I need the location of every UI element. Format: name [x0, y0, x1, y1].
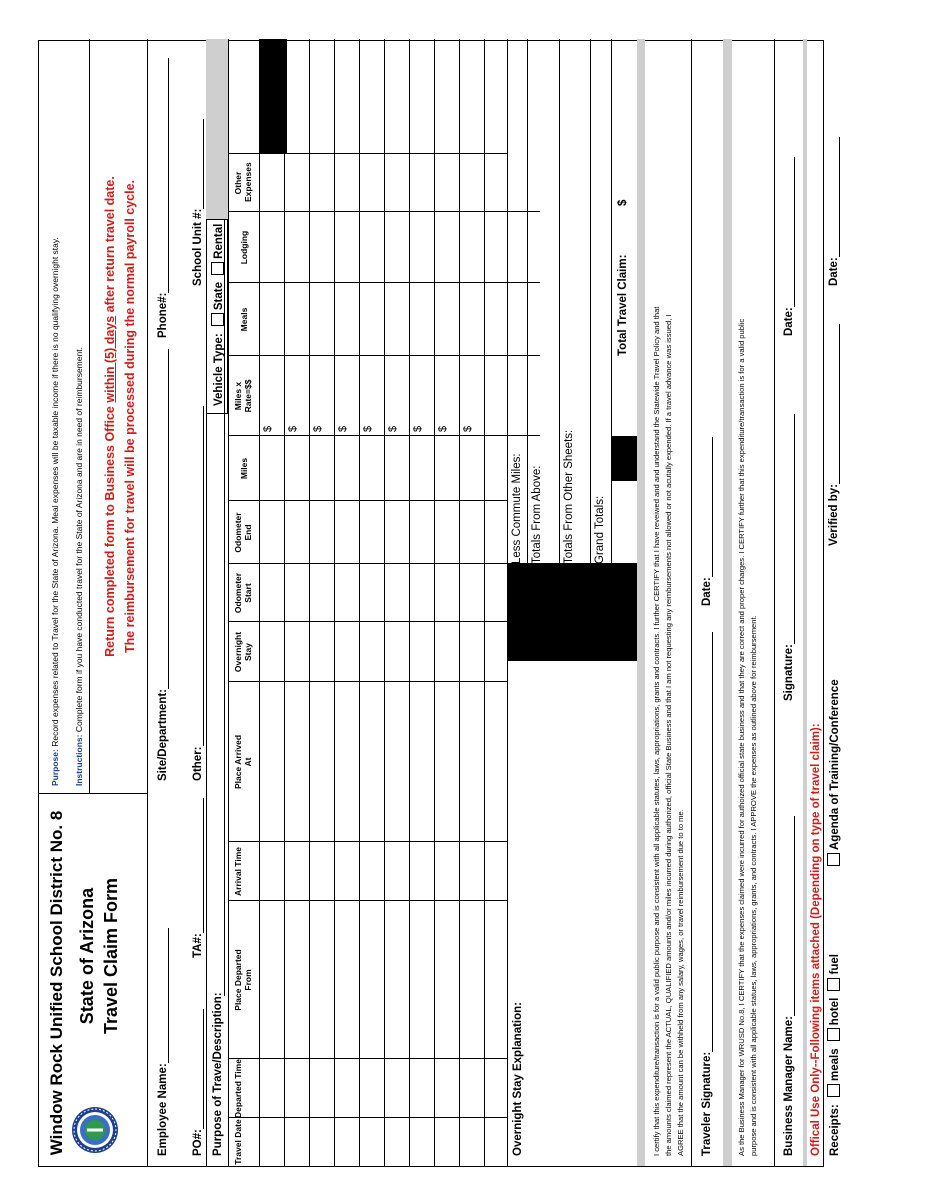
site-department-field[interactable]: Site/Department: [156, 349, 169, 781]
col-odometer-start: Odometer Start [233, 572, 253, 614]
gray-divider-3 [803, 39, 807, 1166]
manager-cert-p1: As the Business Manager for WRUSD No.8, I CERTIFY that the expenses claimed were incurred for authoized official state business and that they are correct and proper charges. I CERTIFY further that this expenditure/transaction is for a valid public [737, 318, 746, 1156]
col-travel-date: Travel Date [233, 1119, 243, 1165]
dollar-sign: $ [387, 425, 399, 432]
travel-claim-form [38, 40, 841, 1167]
totals-from-above: Totals From Above: [531, 465, 543, 564]
col-lodging: Lodging [239, 230, 249, 265]
total-travel-claim-value: $ [617, 199, 629, 206]
less-commute-miles: Less Commute Miles: [511, 453, 523, 564]
dollar-sign: $ [312, 425, 324, 432]
purpose-label: Purpose: [50, 749, 60, 786]
dollar-sign: $ [337, 425, 349, 432]
manager-cert-p2: purpose and is consistent with all applicable statues, laws, appropriations, grants, and contracts. I APPROVE the expenses as outlined above for reimbursement. [749, 615, 758, 1156]
official-use-title: Offical Use Only--Following items attached (Depending on type of travel claim): [810, 723, 822, 1156]
col-departed-time: Departed Time [233, 1059, 243, 1118]
grand-totals: Grand Totals: [594, 495, 606, 564]
gray-divider-2 [723, 39, 732, 1166]
agenda-row: Agenda of Training/Conference [827, 679, 841, 870]
vehicle-box [206, 219, 228, 414]
traveler-cert-p2: the amounts claimed represent the ACTUAL, QUALIFIED amounts and/or miles incurred during authorized, official State Business and that I am not requesting any reimbursements not allowed or not acutally expended. If a travel advance was issued, I [664, 314, 673, 1156]
col-other-expenses: Other Expenses [233, 162, 253, 202]
col-overnight-stay: Overnight Stay [233, 631, 253, 673]
instructions-line [74, 347, 84, 786]
ta-field[interactable]: TA#: [191, 798, 204, 958]
traveler-signature-field[interactable]: Traveler Signature: [700, 632, 713, 1156]
fuel-checkbox[interactable] [827, 978, 840, 991]
col-odometer-end: Odometer End [233, 512, 253, 553]
dollar-sign: $ [287, 425, 299, 432]
gray-divider [637, 39, 645, 1166]
traveler-cert-p1: I certify that this expenditure/transaction is for a valid public purpose and is consistent with all applicable statutes, laws, appropriations, grants and contracts. I further CERTIFY that I have reveiwed and and understand the Statewide Travel Policy and that [652, 306, 661, 1156]
other-field[interactable]: Other: [191, 407, 204, 782]
purpose-line [50, 237, 60, 786]
traveler-cert-p3: AGREE that the amount can be withheld from any salary, wages, or travel reimbursement due to to me. [676, 809, 685, 1156]
hotel-checkbox[interactable] [827, 1028, 840, 1041]
return-notice: Return completed form to Business Office within (5) days after return travel date. [103, 176, 117, 657]
receipts-row: Receipts: meals hotel fuel [829, 954, 841, 1156]
receipts-label: Receipts: [829, 1104, 841, 1156]
totals-from-other-sheets: Totals From Other Sheets: [563, 429, 575, 564]
purpose-of-travel-label: Purpose of Trave/Description: [212, 992, 224, 1156]
blacked-odometer-cell [611, 436, 637, 481]
dollar-sign: $ [262, 425, 274, 432]
traveler-date-field[interactable]: Date: [700, 437, 713, 606]
col-place-departed: Place Departed From [233, 949, 253, 1011]
verified-date-field[interactable]: Date: [827, 137, 840, 286]
vehicle-type-label: Vehicle Type: [213, 333, 225, 406]
po-field[interactable]: PO#: [191, 1009, 204, 1156]
employee-name-field[interactable]: Employee Name: [156, 928, 169, 1156]
dollar-sign: $ [412, 425, 424, 432]
col-arrival-time: Arrival Time [233, 847, 243, 896]
purpose-text: Record expenses related to Travel for the State of Arizona. Meal expenses will be taxable income if there is no qualifying overnight stay. [50, 237, 60, 747]
form-title: Travel Claim Form [101, 877, 121, 1035]
dollar-sign: $ [462, 425, 474, 432]
col-miles-rate: Miles x Rate=$$ [233, 379, 253, 413]
col-miles: Miles [239, 457, 249, 480]
total-travel-claim-label: Total Travel Claim: [617, 254, 629, 356]
dollar-sign: $ [362, 425, 374, 432]
overnight-stay-explanation: Overnight Stay Explanation: [512, 1002, 524, 1156]
instructions-label: Instructions: [74, 734, 84, 786]
meals-checkbox[interactable] [827, 1084, 840, 1097]
reimbursement-notice: The reimbursement for travel will be processed during the normal payroll cycle. [123, 179, 137, 654]
district-seal [71, 1106, 119, 1154]
instructions-text: Complete form if you have conducted travel for the State of Arizona and are in need of reimbursement. [74, 347, 84, 733]
school-unit-field[interactable]: School Unit #: [191, 119, 204, 286]
dollar-sign: $ [437, 425, 449, 432]
business-manager-date-field[interactable]: Date: [782, 157, 795, 336]
gray-band [206, 39, 228, 219]
agenda-checkbox[interactable] [827, 853, 840, 866]
col-place-arrived: Place Arrived At [233, 734, 253, 790]
grand-totals-mask [259, 39, 287, 154]
business-manager-name-field[interactable]: Business Manager Name: [782, 816, 795, 1156]
verified-by-field[interactable]: Verified by: [827, 324, 840, 546]
district-name: Window Rock Unified School District No. 8 [47, 810, 66, 1156]
phone-field[interactable]: Phone#: [156, 58, 169, 338]
business-manager-signature-field[interactable]: Signature: [782, 414, 795, 701]
col-meals: Meals [239, 307, 249, 332]
vehicle-type-row: Vehicle Type: State Rental [211, 70, 225, 406]
state-name: State of Arizona [77, 887, 97, 1025]
